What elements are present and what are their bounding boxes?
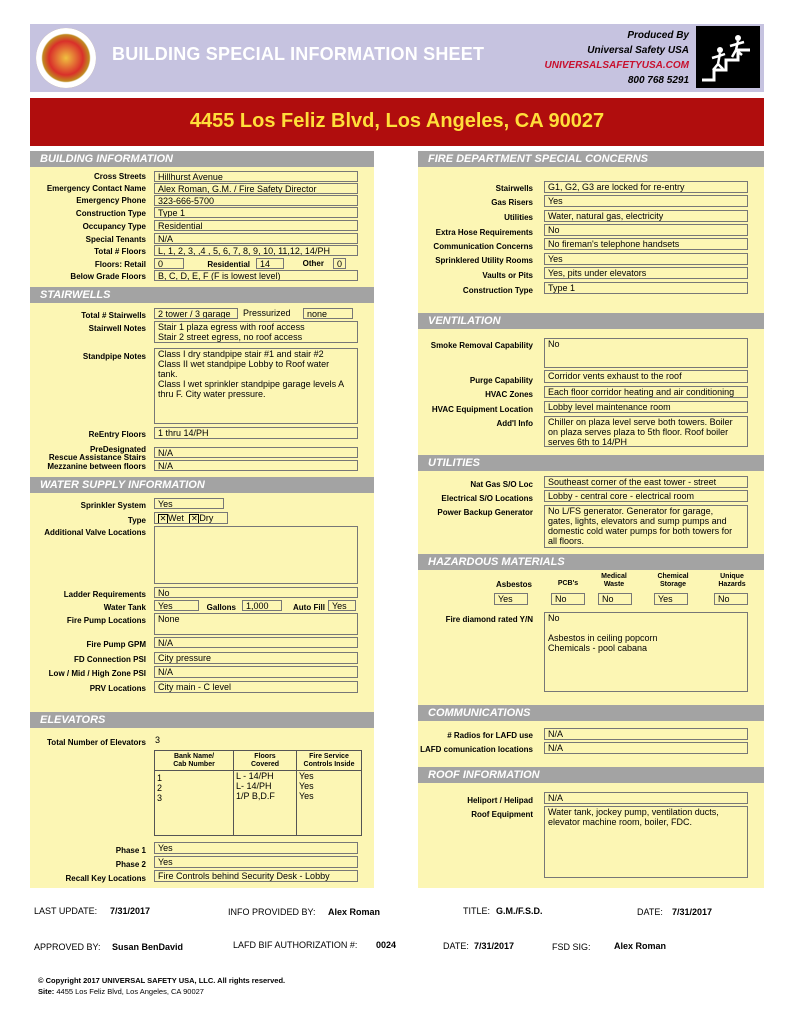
reentry-floors-field[interactable]: 1 thru 14/PH bbox=[154, 427, 358, 439]
special-tenants-field[interactable]: N/A bbox=[154, 233, 358, 244]
elevator-col-controls-header: Fire Service Controls Inside bbox=[303, 753, 355, 768]
company-phone: 800 768 5291 bbox=[627, 75, 689, 86]
roof-equipment-label: Roof Equipment bbox=[471, 810, 533, 819]
fire-pump-gpm-label: Fire Pump GPM bbox=[86, 640, 146, 649]
additional-info-field[interactable]: Chiller on plaza level serve both towers. Boiler on plaza serves plaza to 5th floor. Roof boiler serves 6th to 14/PH bbox=[544, 416, 748, 447]
fire-pump-locations-label: Fire Pump Locations bbox=[66, 616, 146, 625]
extra-hose-field[interactable]: No bbox=[544, 224, 748, 236]
fd-connection-field[interactable]: City pressure bbox=[154, 652, 358, 664]
asbestos-field[interactable]: Yes bbox=[494, 593, 528, 605]
additional-valve-label: Additional Valve Locations bbox=[44, 528, 146, 537]
zone-psi-field[interactable]: N/A bbox=[154, 666, 358, 678]
total-floors-label: Total # Floors bbox=[94, 247, 146, 256]
hvac-equipment-field[interactable]: Lobby level maintenance room bbox=[544, 401, 748, 413]
lafd-locations-label: LAFD comunication locations bbox=[420, 745, 533, 754]
fd-utilities-label: Utilities bbox=[504, 213, 533, 222]
prv-locations-field[interactable]: City main - C level bbox=[154, 681, 358, 693]
heliport-field[interactable]: N/A bbox=[544, 792, 748, 804]
table-row: 3 bbox=[157, 793, 163, 803]
residential-floors-label: Residential bbox=[207, 260, 250, 269]
pressurized-label: Pressurized bbox=[243, 308, 291, 318]
medical-waste-label: Medical Waste bbox=[601, 573, 627, 588]
contact-name-label: Emergency Contact Name bbox=[46, 184, 146, 193]
page-title: BUILDING SPECIAL INFORMATION SHEET bbox=[112, 44, 485, 64]
dry-checkbox[interactable]: ✕ bbox=[191, 513, 198, 523]
smoke-removal-field[interactable]: No bbox=[544, 338, 748, 368]
total-stairwells-label: Total # Stairwells bbox=[81, 311, 146, 320]
cross-streets-field[interactable]: Hillhurst Avenue bbox=[154, 171, 358, 182]
hvac-zones-label: HVAC Zones bbox=[485, 390, 533, 399]
approved-by-label: APPROVED BY: bbox=[34, 942, 101, 952]
ventilation-heading: VENTILATION bbox=[418, 313, 764, 329]
chemical-storage-label: Chemical Storage bbox=[657, 573, 689, 588]
heliport-label: Heliport / Helipad bbox=[467, 796, 533, 805]
emergency-phone-field[interactable]: 323-666-5700 bbox=[154, 195, 358, 206]
total-stairwells-field[interactable]: 2 tower / 3 garage bbox=[154, 308, 238, 319]
electrical-shutoff-field[interactable]: Lobby - central core - electrical room bbox=[544, 490, 748, 502]
retail-floors-label: Floors: Retail bbox=[94, 260, 146, 269]
recall-key-label: Recall Key Locations bbox=[65, 874, 146, 883]
fd-construction-type-field[interactable]: Type 1 bbox=[544, 282, 748, 294]
lafd-locations-field[interactable]: N/A bbox=[544, 742, 748, 754]
asbestos-label: Asbestos bbox=[495, 580, 532, 589]
pressurized-field[interactable]: none bbox=[303, 308, 353, 319]
unique-hazards-label: Unique Hazards bbox=[718, 573, 746, 588]
communications-heading: COMMUNICATIONS bbox=[418, 705, 764, 721]
company-name: Universal Safety USA bbox=[587, 45, 689, 56]
approval-date-label: DATE: bbox=[443, 941, 469, 951]
table-row: Yes bbox=[299, 781, 314, 791]
phase-1-label: Phase 1 bbox=[115, 846, 146, 855]
backup-generator-label: Power Backup Generator bbox=[437, 508, 533, 517]
fd-connection-label: FD Connection PSI bbox=[74, 655, 146, 664]
vaults-pits-label: Vaults or Pits bbox=[482, 271, 533, 280]
sprinklered-rooms-label: Sprinklered Utility Rooms bbox=[435, 256, 533, 265]
radios-field[interactable]: N/A bbox=[544, 728, 748, 740]
fire-diamond-field[interactable]: No Asbestos in ceiling popcorn Chemicals - pool cabana bbox=[544, 612, 748, 692]
produced-by-label: Produced By bbox=[627, 30, 689, 41]
below-grade-field[interactable]: B, C, D, E, F (F is lowest level) bbox=[154, 270, 358, 281]
roof-information-heading: ROOF INFORMATION bbox=[418, 767, 764, 783]
extra-hose-label: Extra Hose Requirements bbox=[435, 228, 533, 237]
predesignated-field[interactable]: N/A bbox=[154, 447, 358, 458]
phase-1-field[interactable]: Yes bbox=[154, 842, 358, 854]
date-label: DATE: bbox=[637, 907, 663, 917]
total-elevators-label: Total Number of Elevators bbox=[47, 738, 146, 747]
phase-2-label: Phase 2 bbox=[115, 860, 146, 869]
building-information-heading: BUILDING INFORMATION bbox=[30, 151, 374, 167]
date-value: 7/31/2017 bbox=[672, 907, 713, 917]
medical-waste-field[interactable]: No bbox=[598, 593, 632, 605]
stairwell-notes-label: Stairwell Notes bbox=[88, 324, 146, 333]
occupancy-type-field[interactable]: Residential bbox=[154, 220, 358, 231]
communication-concerns-field[interactable]: No fireman's telephone handsets bbox=[544, 238, 748, 250]
building-address: 4455 Los Feliz Blvd, Los Angeles, CA 90027 bbox=[189, 110, 605, 132]
hvac-zones-field[interactable]: Each floor corridor heating and air conditioning bbox=[544, 386, 748, 398]
elevator-floors-column bbox=[236, 771, 275, 801]
phase-2-field[interactable]: Yes bbox=[154, 856, 358, 868]
contact-name-field[interactable]: Alex Roman, G.M. / Fire Safety Director bbox=[154, 183, 358, 194]
other-floors-field[interactable]: 0 bbox=[333, 258, 346, 269]
title-label: TITLE: bbox=[463, 906, 491, 916]
elevators-heading: ELEVATORS bbox=[30, 712, 374, 728]
sprinkler-system-field[interactable]: Yes bbox=[154, 498, 224, 509]
fire-diamond-label: Fire diamond rated Y/N bbox=[445, 615, 533, 624]
additional-info-label: Add'l Info bbox=[496, 419, 533, 428]
table-row: Yes bbox=[299, 771, 314, 781]
electrical-shutoff-label: Electrical S/O Locations bbox=[441, 494, 533, 503]
water-tank-field[interactable]: Yes bbox=[154, 600, 199, 611]
title-value: G.M./F.S.D. bbox=[496, 906, 543, 916]
table-row: Yes bbox=[299, 791, 314, 801]
predesignated-label: PreDesignated Rescue Assistance Stairs bbox=[48, 445, 146, 462]
emergency-phone-label: Emergency Phone bbox=[76, 196, 146, 205]
lafd-authorization-label: LAFD BIF AUTHORIZATION #: bbox=[233, 940, 358, 950]
stairwell-notes-field[interactable]: Stair 1 plaza egress with roof access Stair 2 street egress, no roof access bbox=[154, 321, 358, 343]
info-provided-value: Alex Roman bbox=[328, 907, 381, 917]
table-row: L- 14/PH bbox=[236, 781, 272, 791]
cross-streets-label: Cross Streets bbox=[93, 172, 146, 181]
utilities-heading: UTILITIES bbox=[418, 455, 764, 471]
gas-shutoff-label: Nat Gas S/O Loc bbox=[470, 480, 533, 489]
pcb-field[interactable]: No bbox=[551, 593, 585, 605]
gas-risers-label: Gas Risers bbox=[491, 198, 533, 207]
water-supply-heading: WATER SUPPLY INFORMATION bbox=[30, 477, 374, 493]
total-floors-field[interactable]: L, 1, 2, 3, ,4 , 5, 6, 7, 8, 9, 10, 11,12, 14/PH bbox=[154, 245, 358, 256]
recall-key-field[interactable]: Fire Controls behind Security Desk - Lobby bbox=[154, 870, 358, 882]
elevator-col-floors-header: Floors Covered bbox=[250, 753, 279, 768]
dry-label: Dry bbox=[199, 513, 214, 523]
mezzanine-label: Mezzanine between floors bbox=[47, 462, 146, 471]
backup-generator-field[interactable]: No L/FS generator. Generator for garage, gates, lights, elevators and sump pumps and domestic cold water pumps for both towers for all floors. bbox=[544, 505, 748, 548]
below-grade-label: Below Grade Floors bbox=[70, 272, 146, 281]
sprinkler-type-label: Type bbox=[127, 516, 146, 525]
table-row: 1 bbox=[157, 773, 163, 783]
info-provided-label: INFO PROVIDED BY: bbox=[228, 907, 316, 917]
hazardous-heading: HAZARDOUS MATERIALS bbox=[418, 554, 764, 570]
zone-psi-label: Low / Mid / High Zone PSI bbox=[48, 669, 146, 678]
special-tenants-label: Special Tenants bbox=[85, 235, 146, 244]
fd-stairwells-label: Stairwells bbox=[495, 184, 533, 193]
purge-capability-field[interactable]: Corridor vents exhaust to the roof bbox=[544, 370, 748, 383]
standpipe-notes-label: Standpipe Notes bbox=[82, 352, 146, 361]
sprinkler-type-field bbox=[154, 512, 228, 524]
table-row: 1/P B,D.F bbox=[236, 791, 275, 801]
gas-risers-field[interactable]: Yes bbox=[544, 195, 748, 207]
fire-pump-gpm-field[interactable]: N/A bbox=[154, 637, 358, 648]
sprinklered-rooms-field[interactable]: Yes bbox=[544, 253, 748, 265]
chemical-storage-field[interactable]: Yes bbox=[654, 593, 688, 605]
fd-stairwells-field[interactable]: G1, G2, G3 are locked for re-entry bbox=[544, 181, 748, 193]
other-floors-label: Other bbox=[302, 259, 324, 268]
ladder-requirements-label: Ladder Requirements bbox=[63, 590, 146, 599]
table-row: L - 14/PH bbox=[236, 771, 274, 781]
purge-capability-label: Purge Capability bbox=[469, 376, 533, 385]
total-elevators-field[interactable]: 3 bbox=[155, 735, 161, 745]
communication-concerns-label: Communication Concerns bbox=[433, 242, 533, 251]
last-update-value: 7/31/2017 bbox=[110, 906, 151, 916]
ladder-requirements-field[interactable]: No bbox=[154, 587, 358, 598]
last-update-label: LAST UPDATE: bbox=[34, 906, 98, 916]
auto-fill-label: Auto Fill bbox=[293, 603, 325, 612]
hvac-equipment-label: HVAC Equipment Location bbox=[431, 405, 533, 414]
fsd-sig-value: Alex Roman bbox=[614, 941, 667, 951]
radios-label: # Radios for LAFD use bbox=[447, 731, 533, 740]
elevator-controls-column bbox=[299, 771, 314, 801]
fire-concerns-heading: FIRE DEPARTMENT SPECIAL CONCERNS bbox=[418, 151, 764, 167]
gas-shutoff-field[interactable]: Southeast corner of the east tower - street bbox=[544, 476, 748, 488]
occupancy-type-label: Occupancy Type bbox=[82, 222, 146, 231]
elevator-col-bank-header: Bank Name/ Cab Number bbox=[173, 753, 215, 768]
wet-checkbox[interactable]: ✕ bbox=[159, 513, 167, 523]
approved-by-value: Susan BenDavid bbox=[112, 942, 184, 952]
elevator-cab-column bbox=[157, 773, 162, 803]
smoke-removal-label: Smoke Removal Capability bbox=[430, 341, 533, 350]
reentry-floors-label: ReEntry Floors bbox=[88, 430, 146, 439]
auto-fill-field[interactable]: Yes bbox=[328, 600, 356, 611]
site-line: Site: 4455 Los Feliz Blvd, Los Angeles, CA 90027 bbox=[38, 987, 204, 996]
fire-pump-locations-field[interactable]: None bbox=[154, 613, 358, 635]
fd-utilities-field[interactable]: Water, natural gas, electricity bbox=[544, 210, 748, 222]
fsd-sig-label: FSD SIG: bbox=[552, 942, 591, 952]
prv-locations-label: PRV Locations bbox=[89, 684, 146, 693]
unique-hazards-field[interactable]: No bbox=[714, 593, 748, 605]
copyright-text: © Copyright 2017 UNIVERSAL SAFETY USA, LLC. All rights reserved. bbox=[38, 976, 286, 985]
gallons-label: Gallons bbox=[206, 603, 236, 612]
wet-label: Wet bbox=[168, 513, 184, 523]
table-row: 2 bbox=[157, 783, 163, 793]
sprinkler-system-label: Sprinkler System bbox=[80, 501, 146, 510]
stairs-runner-logo-icon bbox=[696, 26, 760, 88]
roof-equipment-field[interactable]: Water tank, jockey pump, ventilation ducts, elevator machine room, boiler, FDC. bbox=[544, 806, 748, 878]
gallons-field[interactable]: 1,000 bbox=[242, 600, 282, 611]
construction-type-label: Construction Type bbox=[75, 209, 146, 218]
construction-type-field[interactable]: Type 1 bbox=[154, 207, 358, 218]
stairwells-heading: STAIRWELLS bbox=[30, 287, 374, 303]
fd-construction-type-label: Construction Type bbox=[462, 286, 533, 295]
fire-department-seal-icon bbox=[36, 28, 96, 88]
mezzanine-field[interactable]: N/A bbox=[154, 460, 358, 471]
pcb-label: PCB's bbox=[557, 580, 579, 587]
water-tank-label: Water Tank bbox=[103, 603, 146, 612]
residential-floors-field[interactable]: 14 bbox=[256, 258, 284, 269]
standpipe-notes-field[interactable]: Class I dry standpipe stair #1 and stair #2 Class II wet standpipe Lobby to Roof water tank. Class I wet sprinkler standpipe garage levels A thru F. City water pressure. bbox=[154, 348, 358, 424]
company-url[interactable]: UNIVERSALSAFETYUSA.COM bbox=[544, 60, 689, 71]
vaults-pits-field[interactable]: Yes, pits under elevators bbox=[544, 267, 748, 279]
lafd-authorization-value: 0024 bbox=[376, 940, 397, 950]
approval-date-value: 7/31/2017 bbox=[474, 941, 515, 951]
retail-floors-field[interactable]: 0 bbox=[154, 258, 184, 269]
additional-valve-field[interactable] bbox=[154, 526, 358, 584]
